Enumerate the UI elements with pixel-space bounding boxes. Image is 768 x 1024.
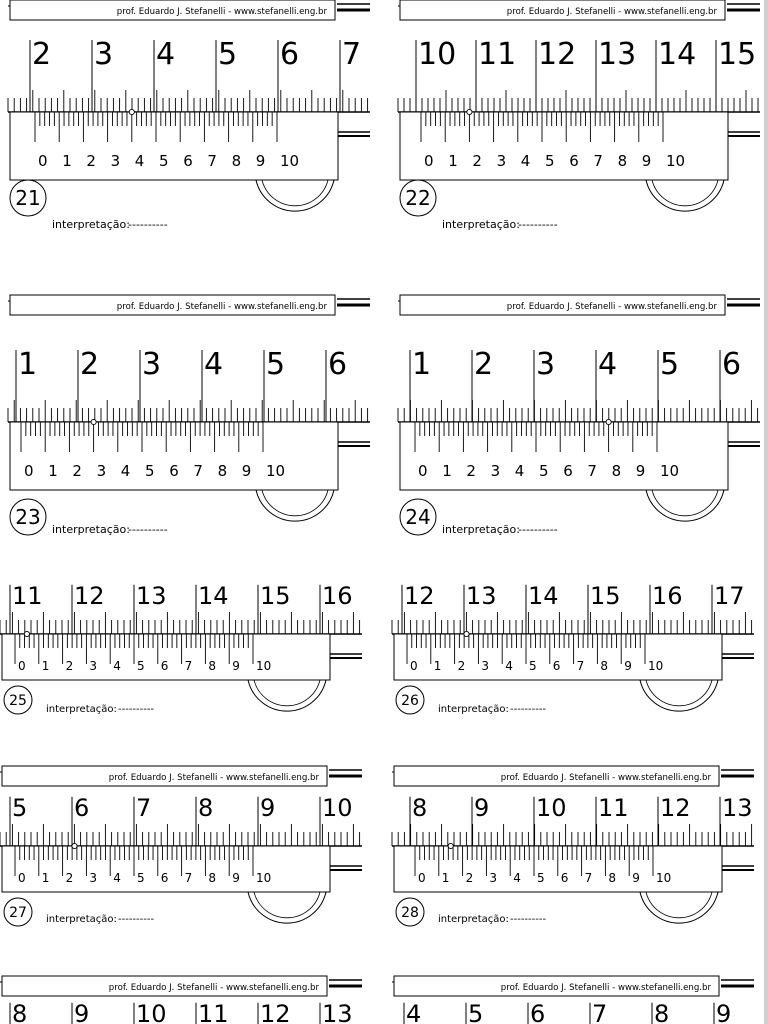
- vernier-label: 5: [545, 152, 555, 170]
- vernier-label: 1: [41, 659, 50, 673]
- vernier-label: 9: [641, 152, 652, 170]
- main-scale-label: 17: [714, 582, 745, 610]
- vernier-label: 5: [529, 659, 537, 673]
- exercise-number: 21: [15, 186, 41, 210]
- vernier-label: 2: [466, 462, 476, 480]
- answer-label: interpretação:: [438, 704, 509, 715]
- main-scale-label: 3: [94, 37, 114, 72]
- main-scale-label: 16: [322, 582, 353, 610]
- main-scale-label: 12: [660, 794, 691, 822]
- main-scale-label: 12: [404, 582, 435, 610]
- vernier-label: 8: [217, 462, 228, 480]
- vernier-label: 3: [481, 659, 490, 673]
- vernier-label: 6: [169, 462, 179, 480]
- main-scale-label: 12: [74, 582, 105, 610]
- vernier-label: 8: [611, 462, 622, 480]
- caliper-thumb-arc: [248, 680, 326, 711]
- main-scale-label: 2: [474, 347, 494, 382]
- main-scale-label: 1: [412, 347, 432, 382]
- credit-text: prof. Eduardo J. Stefanelli - www.stefanelli.eng.br: [506, 302, 717, 312]
- caliper-thumb-arc: [248, 892, 326, 923]
- caliper-thumb-arc-inner: [262, 490, 328, 516]
- exercise-panel-partial-9: [392, 976, 754, 1024]
- vernier-label: 4: [513, 871, 521, 885]
- main-scale-label: 13: [136, 582, 167, 610]
- main-scale-label: 13: [598, 37, 637, 72]
- main-scale-label: 15: [590, 582, 621, 610]
- main-scale-label: 4: [156, 37, 176, 72]
- vernier-label: 4: [520, 152, 531, 170]
- vernier-label: 3: [496, 152, 507, 170]
- caliper-thumb-arc-inner: [646, 892, 712, 918]
- vernier-label: 9: [635, 462, 646, 480]
- answer-label: interpretação:: [438, 914, 509, 925]
- vernier-label: 10: [666, 152, 686, 170]
- vernier-label: 10: [648, 659, 664, 673]
- vernier-slider: [2, 846, 330, 892]
- main-scale-label: 4: [598, 347, 618, 382]
- vernier-label: 4: [134, 152, 145, 170]
- main-scale-label: 6: [328, 347, 348, 382]
- main-scale-label: 14: [658, 37, 697, 72]
- main-scale-label: 16: [652, 582, 683, 610]
- exercise-panel-28: [392, 766, 754, 926]
- vernier-label: 7: [184, 871, 193, 885]
- vernier-label: 3: [96, 462, 107, 480]
- main-scale-label: 14: [528, 582, 559, 610]
- vernier-label: 8: [208, 871, 217, 885]
- answer-label: interpretação:: [52, 218, 130, 231]
- exercise-panel-22: [398, 0, 760, 231]
- caliper-thumb-arc-inner: [646, 680, 712, 706]
- vernier-label: 8: [617, 152, 628, 170]
- credit-text: prof. Eduardo J. Stefanelli - www.stefanelli.eng.br: [500, 773, 711, 783]
- main-scale-label: 8: [412, 794, 428, 822]
- vernier-label: 1: [442, 462, 452, 480]
- main-scale-label: 6: [74, 794, 90, 822]
- vernier-label: 0: [18, 659, 26, 673]
- caliper-thumb-arc: [646, 490, 724, 521]
- main-scale-label: 12: [260, 1000, 291, 1024]
- vernier-label: 10: [280, 152, 300, 170]
- vernier-label: 1: [441, 871, 450, 885]
- credit-text: prof. Eduardo J. Stefanelli - www.stefanelli.eng.br: [500, 983, 711, 993]
- answer-blank: ----------: [118, 914, 155, 925]
- main-scale-label: 10: [536, 794, 567, 822]
- main-scale-label: 5: [660, 347, 680, 382]
- credit-text: prof. Eduardo J. Stefanelli - www.stefanelli.eng.br: [108, 773, 319, 783]
- caliper-thumb-arc-inner: [652, 490, 718, 516]
- vernier-label: 9: [624, 659, 632, 673]
- caliper-thumb-arc: [256, 180, 334, 211]
- answer-label: interpretação:: [442, 523, 520, 536]
- vernier-label: 0: [24, 462, 34, 480]
- vernier-label: 10: [656, 871, 672, 885]
- vernier-label: 10: [256, 871, 272, 885]
- vernier-label: 5: [137, 659, 145, 673]
- vernier-label: 6: [160, 871, 169, 885]
- main-scale-label: 15: [260, 582, 291, 610]
- vernier-label: 2: [457, 659, 466, 673]
- vernier-label: 0: [38, 152, 48, 170]
- caliper-thumb-arc: [256, 490, 334, 521]
- main-scale-label: 11: [198, 1000, 229, 1024]
- answer-blank: ----------: [118, 704, 155, 715]
- vernier-label: 5: [137, 871, 145, 885]
- main-scale-label: 3: [142, 347, 162, 382]
- exercise-panel-23: [8, 295, 370, 536]
- vernier-label: 8: [600, 659, 609, 673]
- vernier-label: 2: [86, 152, 96, 170]
- vernier-slider: [2, 634, 330, 680]
- answer-label: interpretação:: [442, 218, 520, 231]
- caliper-thumb-arc: [640, 892, 718, 923]
- main-scale-label: 4: [406, 1000, 422, 1024]
- vernier-label: 8: [231, 152, 242, 170]
- main-scale-label: 8: [654, 1000, 670, 1024]
- vernier-label: 9: [632, 871, 640, 885]
- main-scale-label: 7: [592, 1000, 608, 1024]
- main-scale-label: 6: [280, 37, 300, 72]
- vernier-label: 7: [193, 462, 203, 480]
- vernier-label: 1: [448, 152, 458, 170]
- vernier-label: 0: [418, 462, 428, 480]
- answer-label: interpretação:: [46, 914, 117, 925]
- vernier-label: 3: [89, 659, 98, 673]
- vernier-label: 0: [18, 871, 26, 885]
- coincidence-mark: [24, 631, 29, 636]
- vernier-label: 1: [48, 462, 58, 480]
- answer-blank: ----------: [128, 218, 168, 231]
- vernier-label: 1: [41, 871, 50, 885]
- coincidence-mark: [91, 419, 96, 424]
- vernier-label: 3: [490, 462, 501, 480]
- vernier-label: 4: [113, 659, 121, 673]
- vernier-label: 7: [207, 152, 217, 170]
- vernier-label: 0: [418, 871, 426, 885]
- vernier-label: 9: [241, 462, 252, 480]
- main-scale-label: 7: [342, 37, 362, 72]
- vernier-label: 9: [232, 871, 240, 885]
- vernier-label: 10: [256, 659, 272, 673]
- coincidence-mark: [72, 843, 77, 848]
- main-scale-label: 10: [136, 1000, 167, 1024]
- exercise-number: 23: [15, 505, 41, 529]
- vernier-label: 5: [537, 871, 545, 885]
- main-scale-label: 2: [32, 37, 52, 72]
- credit-text: prof. Eduardo J. Stefanelli - www.stefanelli.eng.br: [108, 983, 319, 993]
- vernier-label: 0: [424, 152, 434, 170]
- vernier-label: 6: [183, 152, 193, 170]
- vernier-label: 6: [552, 659, 561, 673]
- vernier-label: 1: [62, 152, 72, 170]
- credit-text: prof. Eduardo J. Stefanelli - www.stefanelli.eng.br: [506, 7, 717, 17]
- vernier-label: 2: [465, 871, 474, 885]
- vernier-label: 7: [184, 659, 193, 673]
- main-scale-label: 11: [598, 794, 629, 822]
- caliper-thumb-arc-inner: [262, 180, 328, 206]
- coincidence-mark: [467, 109, 472, 114]
- answer-blank: ----------: [518, 523, 558, 536]
- exercise-number: 22: [405, 186, 431, 210]
- main-scale-label: 3: [536, 347, 556, 382]
- exercise-number: 26: [401, 693, 419, 709]
- vernier-label: 6: [560, 871, 569, 885]
- coincidence-mark: [448, 843, 453, 848]
- main-scale-label: 10: [322, 794, 353, 822]
- credit-text: prof. Eduardo J. Stefanelli - www.stefanelli.eng.br: [116, 7, 327, 17]
- vernier-label: 4: [120, 462, 131, 480]
- exercise-number: 25: [9, 693, 27, 709]
- main-scale-label: 1: [18, 347, 38, 382]
- caliper-thumb-arc-inner: [254, 892, 320, 918]
- caliper-thumb-arc-inner: [254, 680, 320, 706]
- coincidence-mark: [464, 631, 469, 636]
- vernier-label: 3: [489, 871, 498, 885]
- exercise-panel-26: [392, 582, 754, 715]
- vernier-label: 5: [539, 462, 549, 480]
- vernier-label: 10: [660, 462, 680, 480]
- coincidence-mark: [606, 419, 611, 424]
- answer-blank: ----------: [128, 523, 168, 536]
- main-scale-label: 4: [204, 347, 224, 382]
- main-scale-label: 7: [136, 794, 152, 822]
- main-scale-label: 11: [478, 37, 517, 72]
- main-scale-label: 10: [418, 37, 457, 72]
- main-scale-label: 5: [266, 347, 286, 382]
- answer-label: interpretação:: [52, 523, 130, 536]
- vernier-label: 6: [569, 152, 579, 170]
- main-scale-label: 12: [538, 37, 577, 72]
- main-scale-label: 11: [12, 582, 43, 610]
- exercise-panel-25: [0, 582, 362, 715]
- main-scale-label: 14: [198, 582, 229, 610]
- vernier-label: 3: [110, 152, 121, 170]
- vernier-slider: [394, 634, 722, 680]
- vernier-label: 2: [72, 462, 82, 480]
- main-scale-label: 5: [12, 794, 28, 822]
- exercise-number: 27: [9, 905, 27, 921]
- vernier-label: 4: [514, 462, 525, 480]
- exercise-panel-27: [0, 766, 362, 926]
- vernier-label: 5: [159, 152, 169, 170]
- vernier-label: 9: [255, 152, 266, 170]
- main-scale-label: 9: [260, 794, 276, 822]
- vernier-label: 9: [232, 659, 240, 673]
- main-scale-label: 13: [722, 794, 753, 822]
- vernier-label: 5: [145, 462, 155, 480]
- main-scale-label: 2: [80, 347, 100, 382]
- main-scale-label: 5: [468, 1000, 484, 1024]
- coincidence-mark: [129, 109, 134, 114]
- exercise-number: 28: [401, 905, 419, 921]
- vernier-label: 3: [89, 871, 98, 885]
- answer-blank: ----------: [518, 218, 558, 231]
- exercise-panel-21: [8, 0, 370, 231]
- vernier-label: 7: [576, 659, 585, 673]
- vernier-label: 7: [593, 152, 603, 170]
- vernier-label: 7: [584, 871, 593, 885]
- answer-blank: ----------: [510, 704, 547, 715]
- main-scale-label: 5: [218, 37, 238, 72]
- main-scale-label: 9: [716, 1000, 732, 1024]
- main-scale-label: 6: [530, 1000, 546, 1024]
- vernier-label: 6: [160, 659, 169, 673]
- vernier-label: 2: [65, 659, 74, 673]
- answer-label: interpretação:: [46, 704, 117, 715]
- caliper-thumb-arc-inner: [652, 180, 718, 206]
- vernier-label: 4: [113, 871, 121, 885]
- main-scale-label: 8: [198, 794, 214, 822]
- exercise-number: 24: [405, 505, 431, 529]
- answer-blank: ----------: [510, 914, 547, 925]
- caliper-thumb-arc: [646, 180, 724, 211]
- exercise-panel-24: [398, 295, 760, 536]
- vernier-label: 6: [563, 462, 573, 480]
- main-scale-label: 9: [74, 1000, 90, 1024]
- vernier-label: 2: [65, 871, 74, 885]
- page-edge: [764, 0, 768, 1024]
- vernier-label: 4: [505, 659, 513, 673]
- credit-text: prof. Eduardo J. Stefanelli - www.stefanelli.eng.br: [116, 302, 327, 312]
- vernier-label: 8: [208, 659, 217, 673]
- vernier-label: 8: [608, 871, 617, 885]
- main-scale-label: 15: [718, 37, 757, 72]
- main-scale-label: 9: [474, 794, 490, 822]
- caliper-thumb-arc: [640, 680, 718, 711]
- vernier-label: 7: [587, 462, 597, 480]
- main-scale-label: 6: [722, 347, 742, 382]
- vernier-label: 2: [472, 152, 482, 170]
- vernier-label: 0: [410, 659, 418, 673]
- vernier-label: 1: [433, 659, 442, 673]
- vernier-label: 10: [266, 462, 286, 480]
- main-scale-label: 13: [322, 1000, 353, 1024]
- exercise-panel-partial-8: [0, 976, 362, 1024]
- main-scale-label: 13: [466, 582, 497, 610]
- main-scale-label: 8: [12, 1000, 28, 1024]
